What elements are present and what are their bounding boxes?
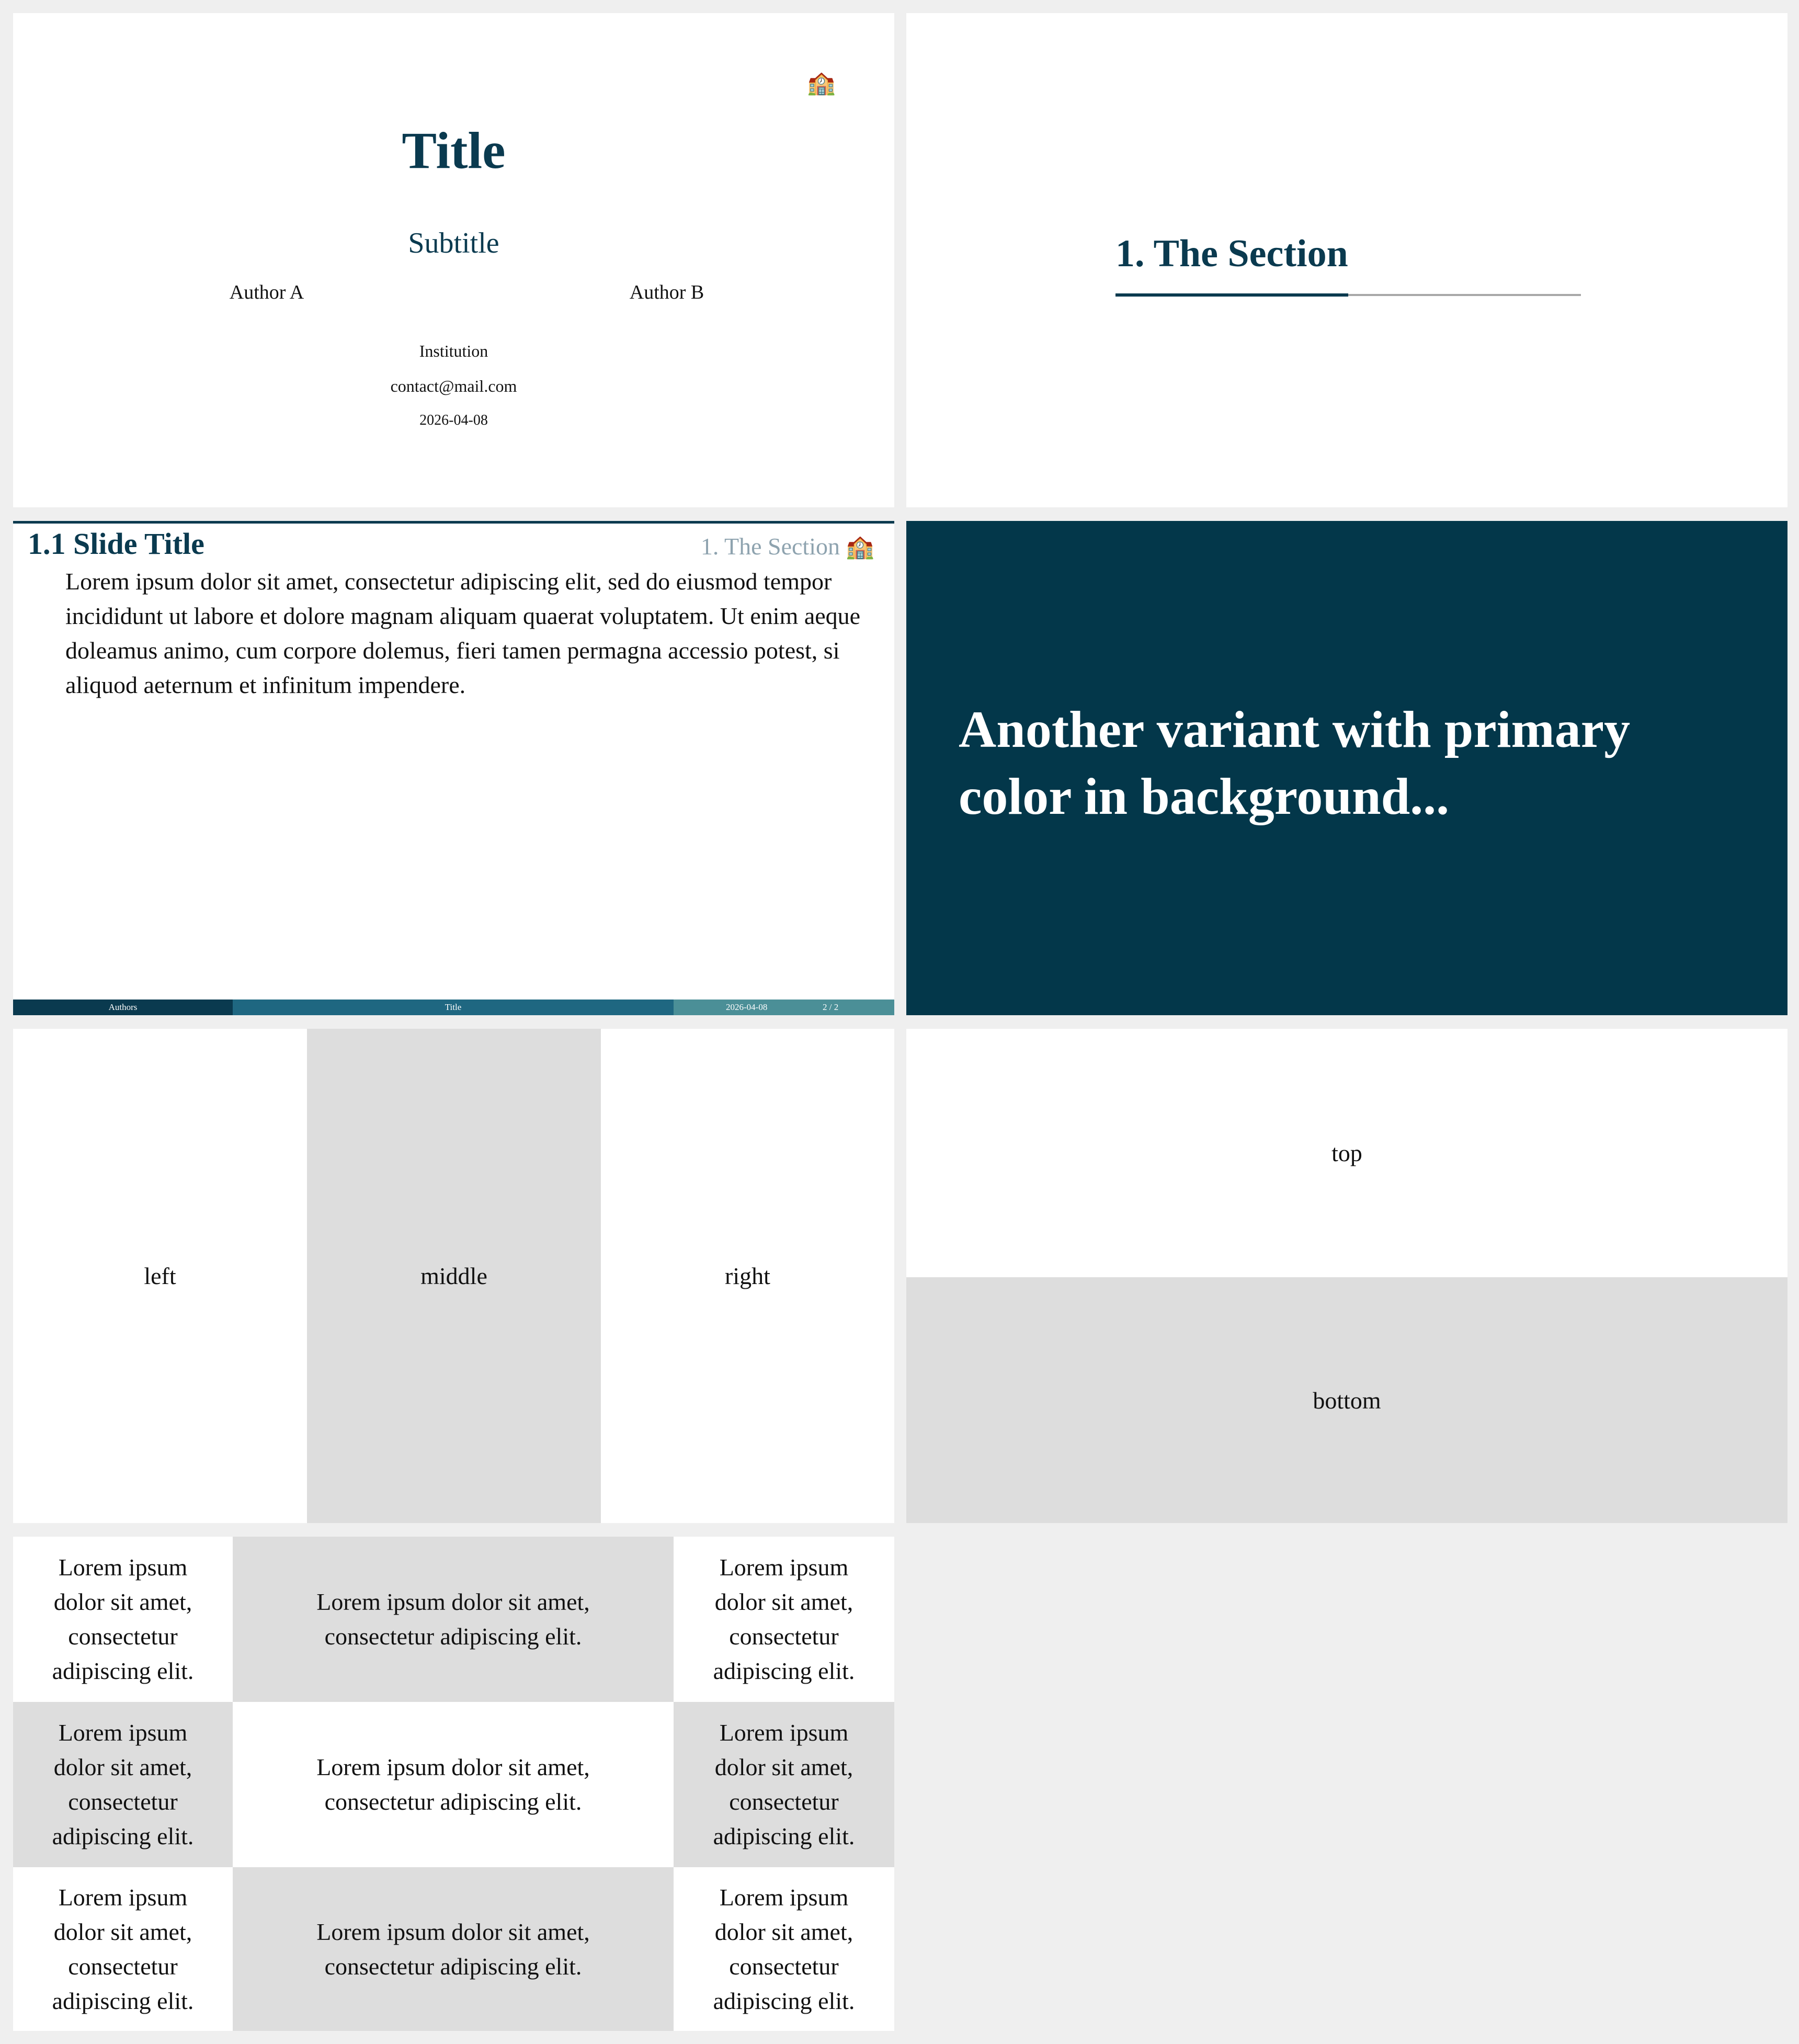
grid-cell: Lorem ipsum dolor sit amet, consectetur adipiscing elit. bbox=[674, 1867, 894, 2031]
grid-cell: Lorem ipsum dolor sit amet, consectetur adipiscing elit. bbox=[233, 1537, 674, 1702]
presentation-date: 2026-04-08 bbox=[419, 412, 488, 428]
rows-slide bbox=[906, 1029, 1787, 1523]
slide-footer bbox=[13, 1000, 894, 1015]
grid-cell: Lorem ipsum dolor sit amet, consectetur adipiscing elit. bbox=[233, 1867, 674, 2031]
title-slide bbox=[13, 13, 894, 507]
header-rule bbox=[13, 521, 894, 524]
section-title: 1. The Section bbox=[1115, 232, 1348, 275]
footer-title: Title bbox=[233, 1000, 674, 1015]
focus-text: Another variant with primary color in background... bbox=[959, 700, 1631, 825]
institution: Institution bbox=[419, 342, 488, 360]
grid-cell: Lorem ipsum dolor sit amet, consectetur adipiscing elit. bbox=[674, 1537, 894, 1702]
columns-slide bbox=[13, 1029, 894, 1523]
grid-cell: Lorem ipsum dolor sit amet, consectetur adipiscing elit. bbox=[674, 1702, 894, 1867]
grid-cell: Lorem ipsum dolor sit amet, consectetur adipiscing elit. bbox=[233, 1702, 674, 1867]
focus-slide bbox=[906, 521, 1787, 1015]
grid-slide bbox=[13, 1537, 894, 2031]
footer-authors: Authors bbox=[13, 1000, 233, 1015]
author-b: Author B bbox=[629, 281, 704, 303]
grid-cell: Lorem ipsum dolor sit amet, consectetur adipiscing elit. bbox=[13, 1702, 233, 1867]
footer-date: 2026-04-08 bbox=[726, 1002, 768, 1012]
slide-title: 1.1 Slide Title bbox=[28, 527, 204, 561]
content-slide bbox=[13, 521, 894, 1015]
column-middle: middle bbox=[307, 1029, 601, 1523]
school-icon[interactable]: 🏫 bbox=[846, 533, 874, 560]
footer-info bbox=[674, 1000, 894, 1015]
presentation-title: Title bbox=[402, 121, 506, 179]
row-bottom: bottom bbox=[906, 1277, 1787, 1523]
school-icon[interactable]: 🏫 bbox=[807, 70, 836, 96]
slide-body: Lorem ipsum dolor sit amet, consectetur adipiscing elit, sed do eiusmod tempor incididunt ut labore et dolore magnam aliquam quaerat voluptatem. Ut enim aeque doleamus animo, cum corpore dolemus, fieri tamen permagna accessio potest, si aliquod aeternum et infinitum impendere. bbox=[65, 568, 861, 698]
footer-page-number: 2 / 2 bbox=[823, 1002, 839, 1012]
contact-email: contact@mail.com bbox=[390, 377, 517, 395]
section-slide bbox=[906, 13, 1787, 507]
grid-cell: Lorem ipsum dolor sit amet, consectetur adipiscing elit. bbox=[13, 1867, 233, 2031]
presentation-subtitle: Subtitle bbox=[408, 227, 499, 259]
row-top: top bbox=[906, 1029, 1787, 1277]
section-progress-fill bbox=[1115, 293, 1348, 297]
column-right: right bbox=[601, 1029, 894, 1523]
author-a: Author A bbox=[229, 281, 304, 303]
grid-cell: Lorem ipsum dolor sit amet, consectetur adipiscing elit. bbox=[13, 1537, 233, 1702]
section-header: 1. The Section bbox=[700, 533, 840, 560]
column-left: left bbox=[13, 1029, 307, 1523]
